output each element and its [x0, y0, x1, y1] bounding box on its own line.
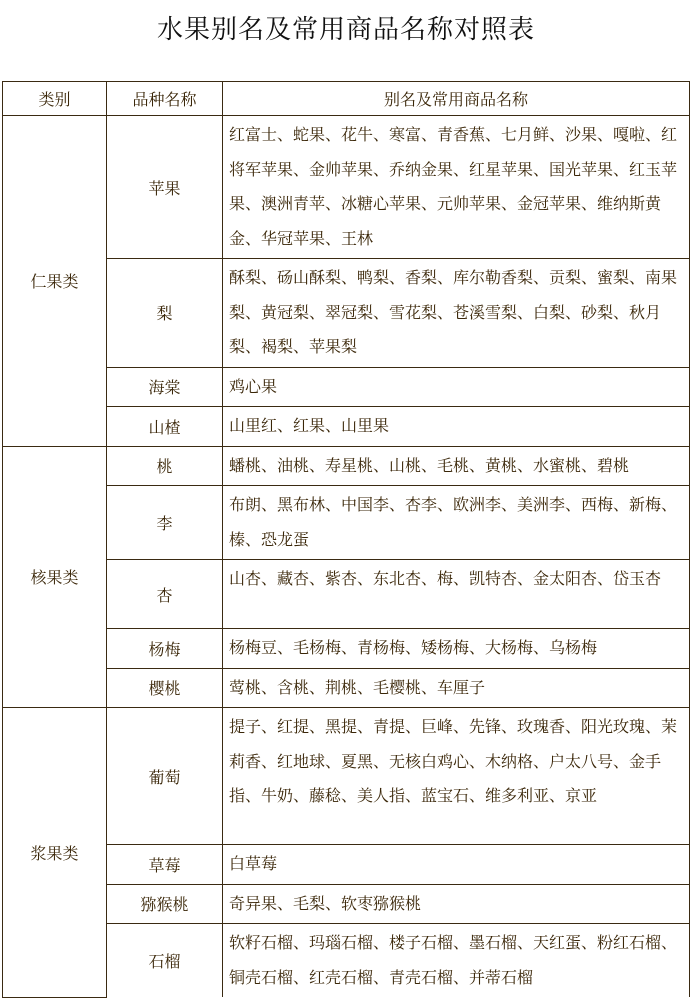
table-row	[3, 367, 690, 407]
page-title: 水果别名及常用商品名称对照表	[156, 15, 535, 45]
aliases-cell: 鸡心果	[223, 367, 690, 407]
table-header-row	[3, 82, 690, 116]
variety-cell: 山楂	[107, 407, 223, 447]
variety-cell: 草莓	[107, 845, 223, 885]
category-cell: 浆果类	[3, 708, 107, 998]
table-row	[3, 560, 690, 629]
variety-cell: 海棠	[107, 367, 223, 407]
table-row	[3, 884, 690, 924]
table-row	[3, 446, 690, 486]
aliases-cell: 酥梨、砀山酥梨、鸭梨、香梨、库尔勒香梨、贡梨、蜜梨、南果梨、黄冠梨、翠冠梨、雪花梨、苍溪雪梨、白梨、砂梨、秋月梨、褐梨、苹果梨	[223, 259, 690, 368]
table-row	[3, 845, 690, 885]
table-row	[3, 116, 690, 259]
aliases-cell: 白草莓	[223, 845, 690, 885]
aliases-cell: 蟠桃、油桃、寿星桃、山桃、毛桃、黄桃、水蜜桃、碧桃	[223, 446, 690, 486]
aliases-cell: 红富士、蛇果、花牛、寒富、青香蕉、七月鲜、沙果、嘎啦、红将军苹果、金帅苹果、乔纳金果、红星苹果、国光苹果、红玉苹果、澳洲青苹、冰糖心苹果、元帅苹果、金冠苹果、维纳斯黄金、华冠苹果、王林	[223, 116, 690, 259]
aliases-cell: 山杏、藏杏、紫杏、东北杏、梅、凯特杏、金太阳杏、岱玉杏	[223, 560, 690, 629]
aliases-cell: 提子、红提、黑提、青提、巨峰、先锋、玫瑰香、阳光玫瑰、茉莉香、红地球、夏黑、无核白鸡心、木纳格、户太八号、金手指、牛奶、藤稔、美人指、蓝宝石、维多利亚、京亚	[223, 708, 690, 845]
variety-cell: 梨	[107, 259, 223, 368]
aliases-cell: 软籽石榴、玛瑙石榴、楼子石榴、墨石榴、天红蛋、粉红石榴、铜壳石榴、红壳石榴、青壳石榴、并蒂石榴	[223, 924, 690, 998]
fruit-alias-table	[2, 81, 690, 998]
header-aliases: 别名及常用商品名称	[223, 82, 690, 116]
category-cell: 核果类	[3, 446, 107, 708]
category-cell: 仁果类	[3, 116, 107, 447]
variety-cell: 苹果	[107, 116, 223, 259]
table-row	[3, 486, 690, 560]
variety-cell: 猕猴桃	[107, 884, 223, 924]
variety-cell: 李	[107, 486, 223, 560]
aliases-cell: 布朗、黑布林、中国李、杏李、欧洲李、美洲李、西梅、新梅、榛、恐龙蛋	[223, 486, 690, 560]
aliases-cell: 奇异果、毛梨、软枣猕猴桃	[223, 884, 690, 924]
table-row	[3, 629, 690, 669]
variety-cell: 葡萄	[107, 708, 223, 845]
header-category: 类别	[3, 82, 107, 116]
variety-cell: 杏	[107, 560, 223, 629]
table-row	[3, 407, 690, 447]
variety-cell: 杨梅	[107, 629, 223, 669]
table-row	[3, 259, 690, 368]
variety-cell: 樱桃	[107, 668, 223, 708]
table-row	[3, 924, 690, 998]
aliases-cell: 山里红、红果、山里果	[223, 407, 690, 447]
aliases-cell: 杨梅豆、毛杨梅、青杨梅、矮杨梅、大杨梅、乌杨梅	[223, 629, 690, 669]
table-row	[3, 668, 690, 708]
table-row	[3, 708, 690, 845]
header-variety: 品种名称	[107, 82, 223, 116]
aliases-cell: 莺桃、含桃、荆桃、毛樱桃、车厘子	[223, 668, 690, 708]
variety-cell: 石榴	[107, 924, 223, 998]
variety-cell: 桃	[107, 446, 223, 486]
